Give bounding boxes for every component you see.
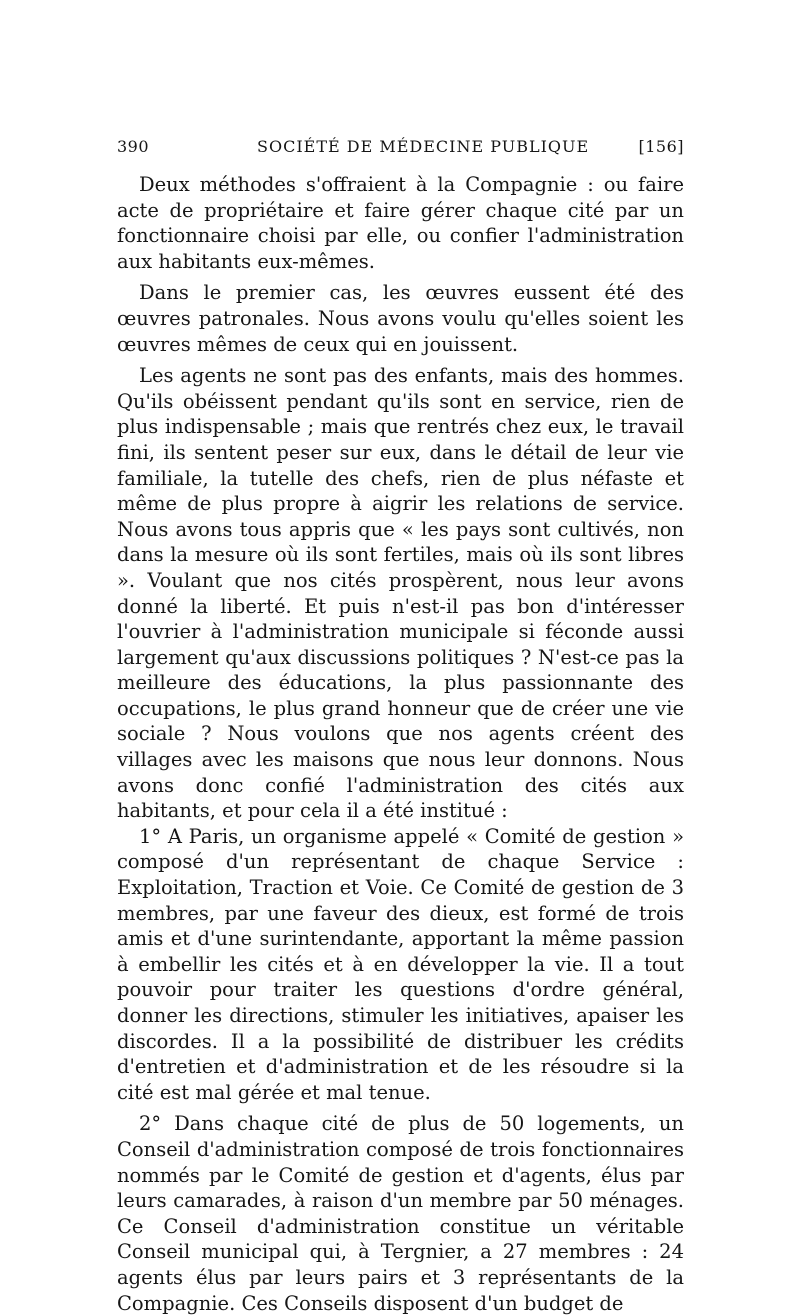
page-reference: [156] (638, 137, 684, 156)
paragraph-methods: Deux méthodes s'offraient à la Compagnie : ou faire acte de propriétaire et faire gérer chaque cité par un fonctionnaire choisi par elle, ou confier l'administration aux habitants eux-mêmes. (117, 173, 684, 273)
running-title: SOCIÉTÉ DE MÉDECINE PUBLIQUE (257, 137, 590, 156)
paragraph-paris-committee: 1° A Paris, un organisme appelé « Comité de gestion » composé d'un représentant de chaque Service : Exploitation, Traction et Voie. Ce Comité de gestion de 3 membres, par une faveur des dieux, est formé de trois amis et d'une surintendante, apportant la même passion à embellir les cités et à en développer la vie. Il a tout pouvoir pour traiter les questions d'ordre général, donner les directions, stimuler les initiatives, apaiser les discordes. Il a la possibilité de distribuer les crédits d'entretien et d'administration et de les résoudre si la cité est mal gérée et mal tenue. (117, 824, 684, 1104)
page-number: 390 (117, 137, 150, 156)
paragraph-agents: Les agents ne sont pas des enfants, mais des hommes. Qu'ils obéissent pendant qu'ils sont en service, rien de plus indispensable ; mais que rentrés chez eux, le travail fini, ils sentent peser sur eux, dans le détail de leur vie familiale, la tutelle des chefs, rien de plus néfaste et même de plus propre à aigrir les relations de service. Nous avons tous appris que « les pays sont cultivés, non dans la mesure où ils sont fertiles, mais où ils sont libres ». Voulant que nos cités prospèrent, nous leur avons donné la liberté. Et puis n'est-il pas bon d'intéresser l'ouvrier à l'administration municipale si féconde aussi largement qu'aux discussions politiques ? N'est-ce pas la meilleure des éducations, la plus passionnante des occupations, le plus grand honneur que de créer une vie sociale ? Nous voulons que nos agents créent des villages avec les maisons que nous leur donnons. Nous avons donc confié l'administration des cités aux habitants, et pour cela il a été institué : (117, 364, 684, 823)
body-text (117, 172, 684, 1316)
running-header (117, 137, 684, 163)
paragraph-city-council: 2° Dans chaque cité de plus de 50 logements, un Conseil d'administration composé de trois fonctionnaires nommés par le Comité de gestion et d'agents, élus par leurs camarades, à raison d'un membre par 50 ménages. Ce Conseil d'administration constitue un véritable Conseil municipal qui, à Tergnier, a 27 membres : 24 agents élus par leurs pairs et 3 représentants de la Compagnie. Ces Conseils disposent d'un budget de (117, 1112, 684, 1315)
paragraph-first-case: Dans le premier cas, les œuvres eussent été des œuvres patronales. Nous avons voulu qu'elles soient les œuvres mêmes de ceux qui en jouissent. (117, 281, 684, 356)
